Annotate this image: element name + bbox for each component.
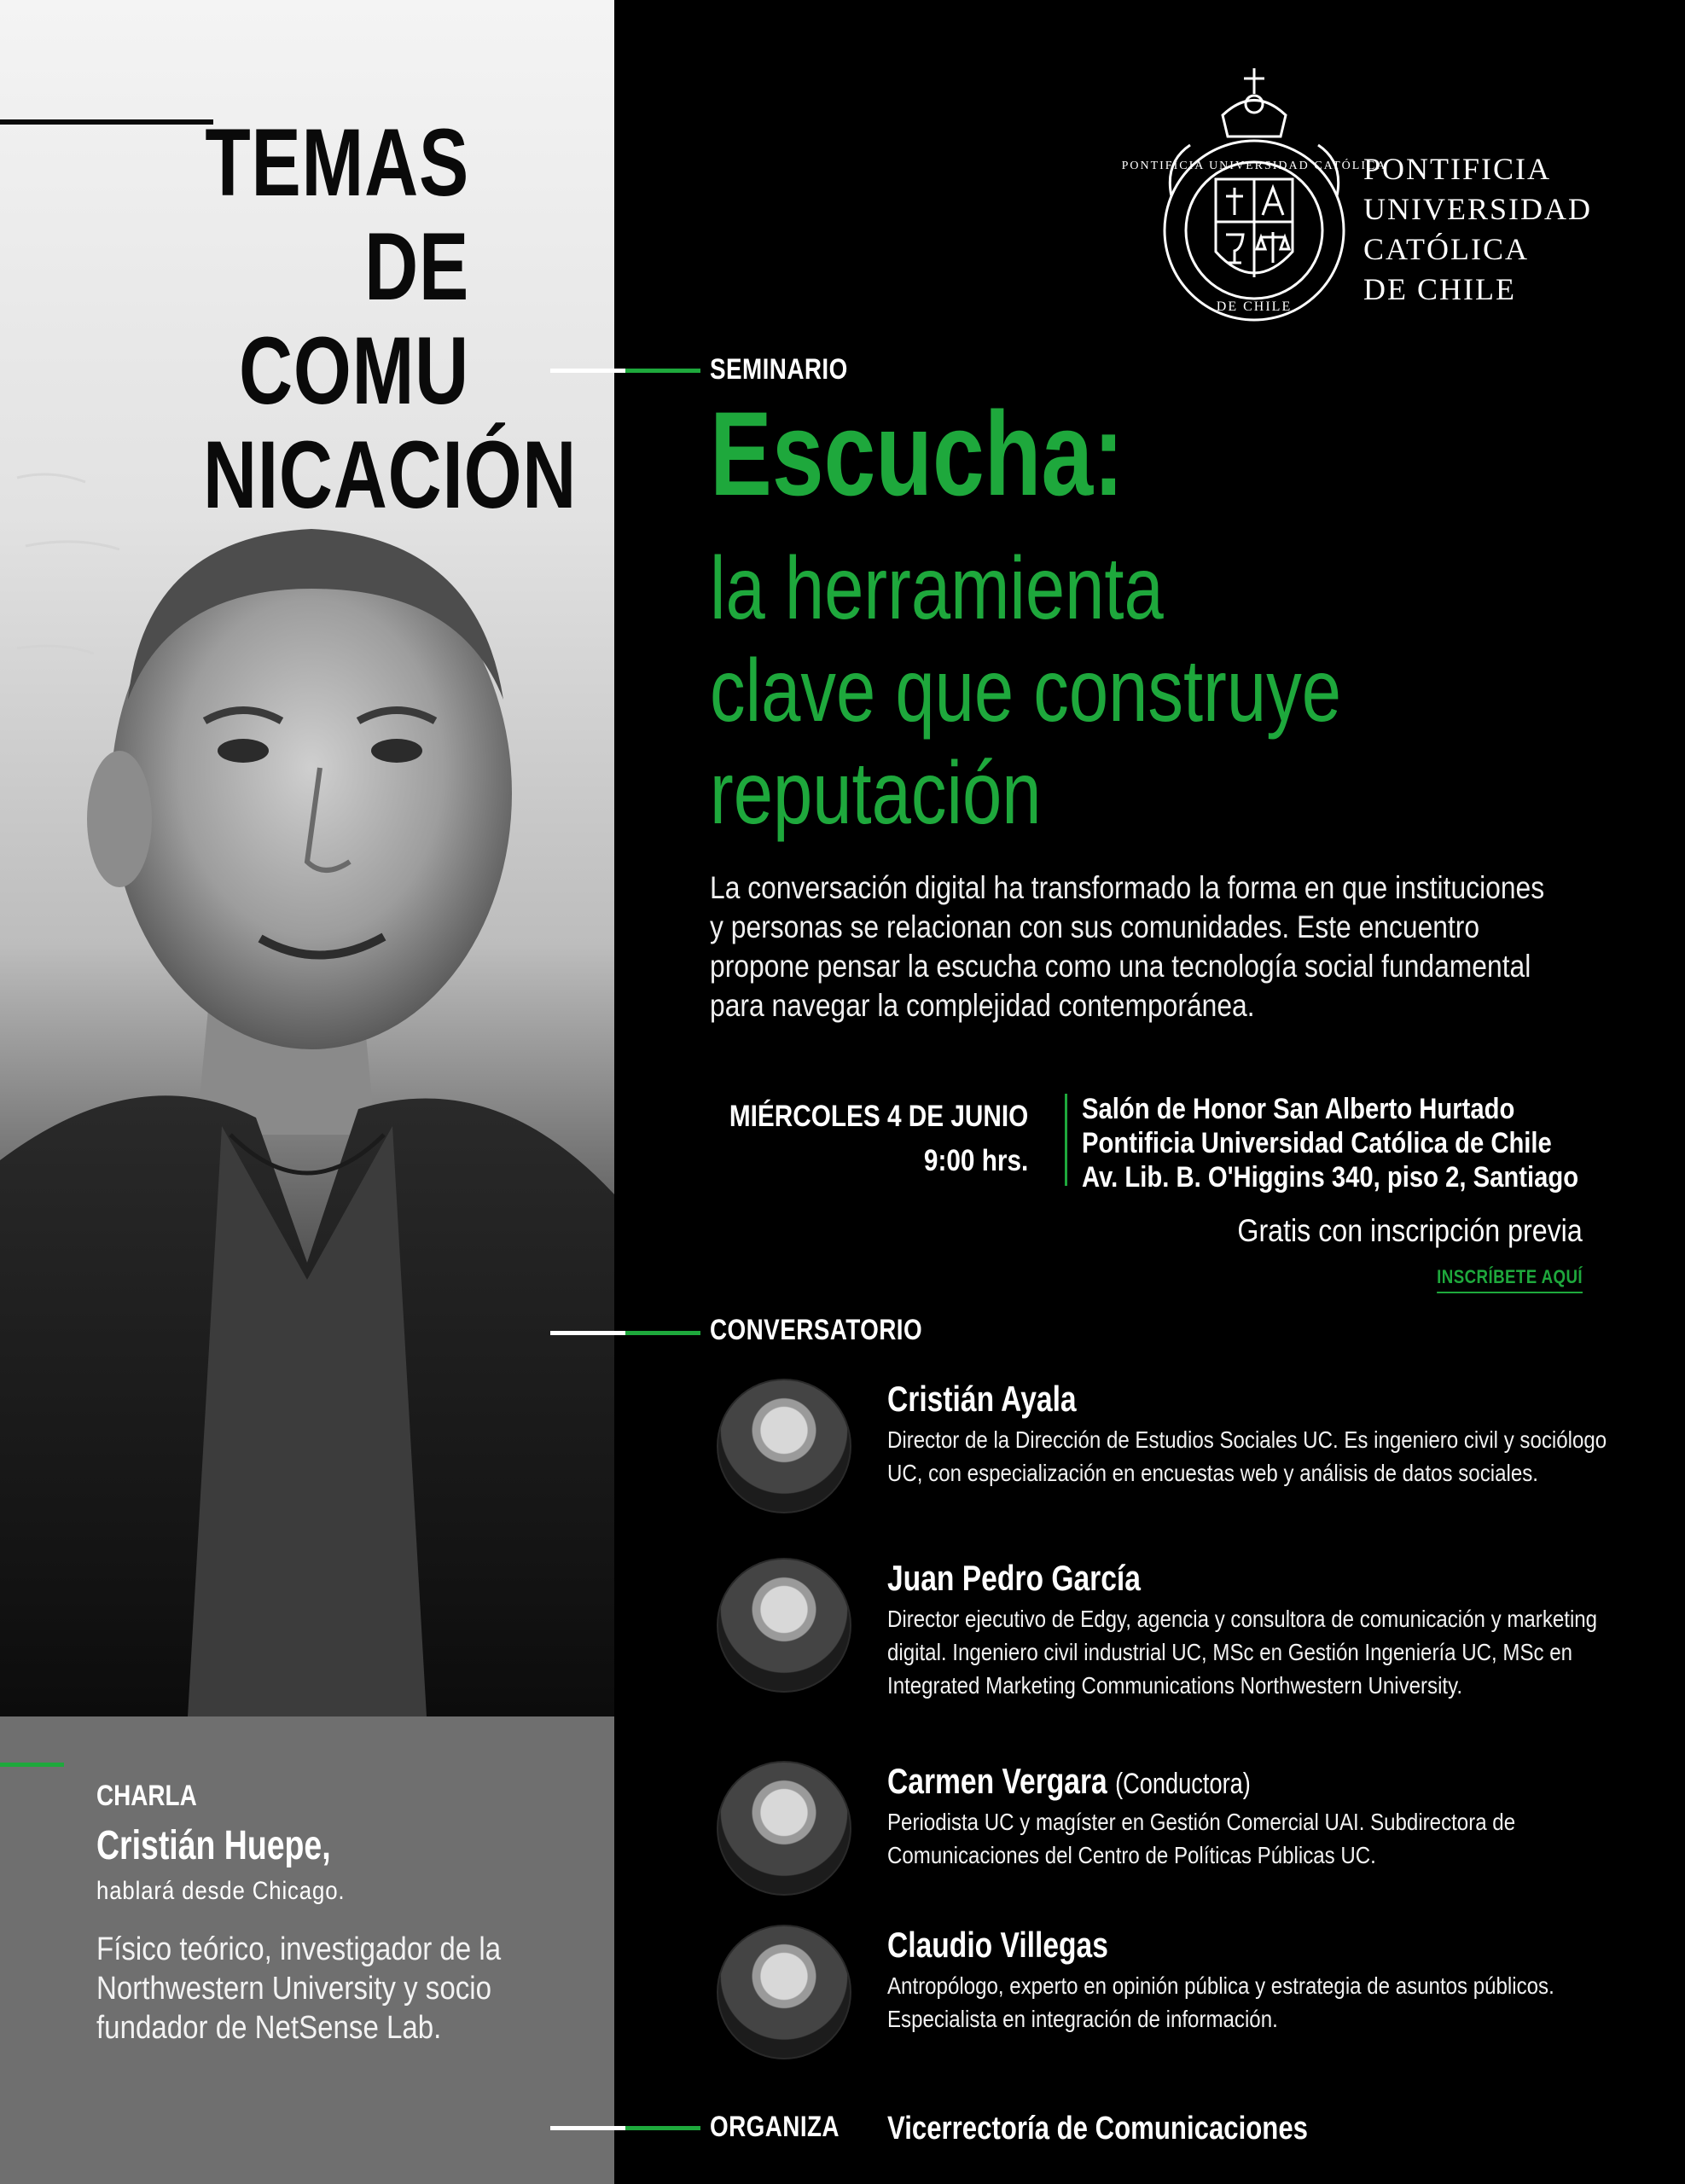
title-bar [0, 119, 213, 125]
speaker-avatar [717, 1925, 851, 2059]
event-datetime [729, 1095, 1028, 1183]
venue-line: Salón de Honor San Alberto Hurtado [1082, 1093, 1515, 1125]
speaker-name [887, 1761, 1251, 1802]
series-title-line: TEMAS [205, 109, 469, 216]
university-name-line: PONTIFICIA [1363, 152, 1552, 186]
charla-location: hablará desde Chicago. [96, 1877, 346, 1905]
speaker-name [887, 1925, 1108, 1966]
seminar-subtitle-line: reputación [710, 744, 1042, 843]
seminar-subtitle-line: la herramienta [710, 539, 1164, 638]
speaker-name-text: Cristián Ayala [887, 1379, 1077, 1419]
speaker-name [887, 1379, 1077, 1420]
series-title [203, 109, 578, 528]
organizer-name: Vicerrectoría de Comunicaciones [887, 2111, 1308, 2146]
seminar-label: SEMINARIO [710, 353, 848, 386]
seal-text: PONTIFICIA UNIVERSIDAD CATÓLICA [1121, 160, 1387, 172]
speaker-role: (Conductora) [1115, 1768, 1251, 1800]
speaker-name-text: Carmen Vergara [887, 1761, 1107, 1801]
charla-description: Físico teórico, investigador de la Northwestern University y socio fundador de NetSense Lab. [96, 1931, 502, 2046]
seminar-subtitle [710, 537, 1529, 845]
seminar-title: Escucha: [710, 386, 1124, 520]
university-name-line: CATÓLICA [1363, 232, 1529, 266]
series-title-line: NICACIÓN [203, 421, 578, 528]
register-link[interactable]: INSCRÍBETE AQUÍ [1437, 1266, 1583, 1293]
speaker-avatar [717, 1558, 851, 1693]
seminar-subtitle-line: clave que construye [710, 642, 1341, 741]
university-seal-icon [1121, 68, 1387, 324]
speaker-description: Antropólogo, experto en opinión pública y estrategia de asuntos públicos. Especialista en integración de información. [887, 1972, 1554, 2032]
speaker-avatar [717, 1761, 851, 1896]
speaker-avatar [717, 1379, 851, 1513]
left-panel [0, 0, 614, 2184]
seminar-intro: La conversación digital ha transformado la forma en que instituciones y personas se relacionan con sus comunidades. Este encuentro propone pensar la escucha como una tecnología social fundamental para navegar la complejidad contemporánea. [710, 870, 1545, 1023]
charla-speaker-name: Cristián Huepe, [96, 1823, 331, 1868]
speaker-name-text: Juan Pedro García [887, 1558, 1141, 1598]
venue-line: Av. Lib. B. O'Higgins 340, piso 2, Santiago [1082, 1161, 1579, 1194]
speaker-name [887, 1558, 1141, 1599]
university-name-line: UNIVERSIDAD [1363, 192, 1592, 226]
panel-label: CONVERSATORIO [710, 1314, 923, 1346]
speaker-description: Director ejecutivo de Edgy, agencia y consultora de comunicación y marketing digital. Ingeniero civil industrial UC, MSc en Gestión Ingeniería UC, MSc en Integrated Marketing Communications Northwestern University. [887, 1606, 1598, 1699]
charla-accent-line [0, 1763, 64, 1767]
event-time: 9:00 hrs. [923, 1144, 1028, 1177]
university-name [1363, 149, 1592, 310]
series-title-line: DE COMU [238, 213, 469, 424]
charla-label: CHARLA [96, 1780, 197, 1812]
event-venue [1082, 1092, 1578, 1194]
event-divider [1065, 1094, 1067, 1186]
university-name-line: DE CHILE [1363, 272, 1516, 306]
seal-text: DE CHILE [1216, 299, 1293, 314]
free-admission-text: Gratis con inscripción previa [1237, 1213, 1583, 1248]
speaker-description: Director de la Dirección de Estudios Sociales UC. Es ingeniero civil y sociólogo UC, con especialización en encuestas web y análisis de datos sociales. [887, 1426, 1607, 1486]
venue-line: Pontificia Universidad Católica de Chile [1082, 1127, 1552, 1159]
speaker-description: Periodista UC y magíster en Gestión Comercial UAI. Subdirectora de Comunicaciones del Centro de Políticas Públicas UC. [887, 1809, 1516, 1868]
speaker-name-text: Claudio Villegas [887, 1925, 1108, 1965]
organizer-label: ORGANIZA [710, 2111, 840, 2143]
event-date: MIÉRCOLES 4 DE JUNIO [729, 1100, 1028, 1133]
